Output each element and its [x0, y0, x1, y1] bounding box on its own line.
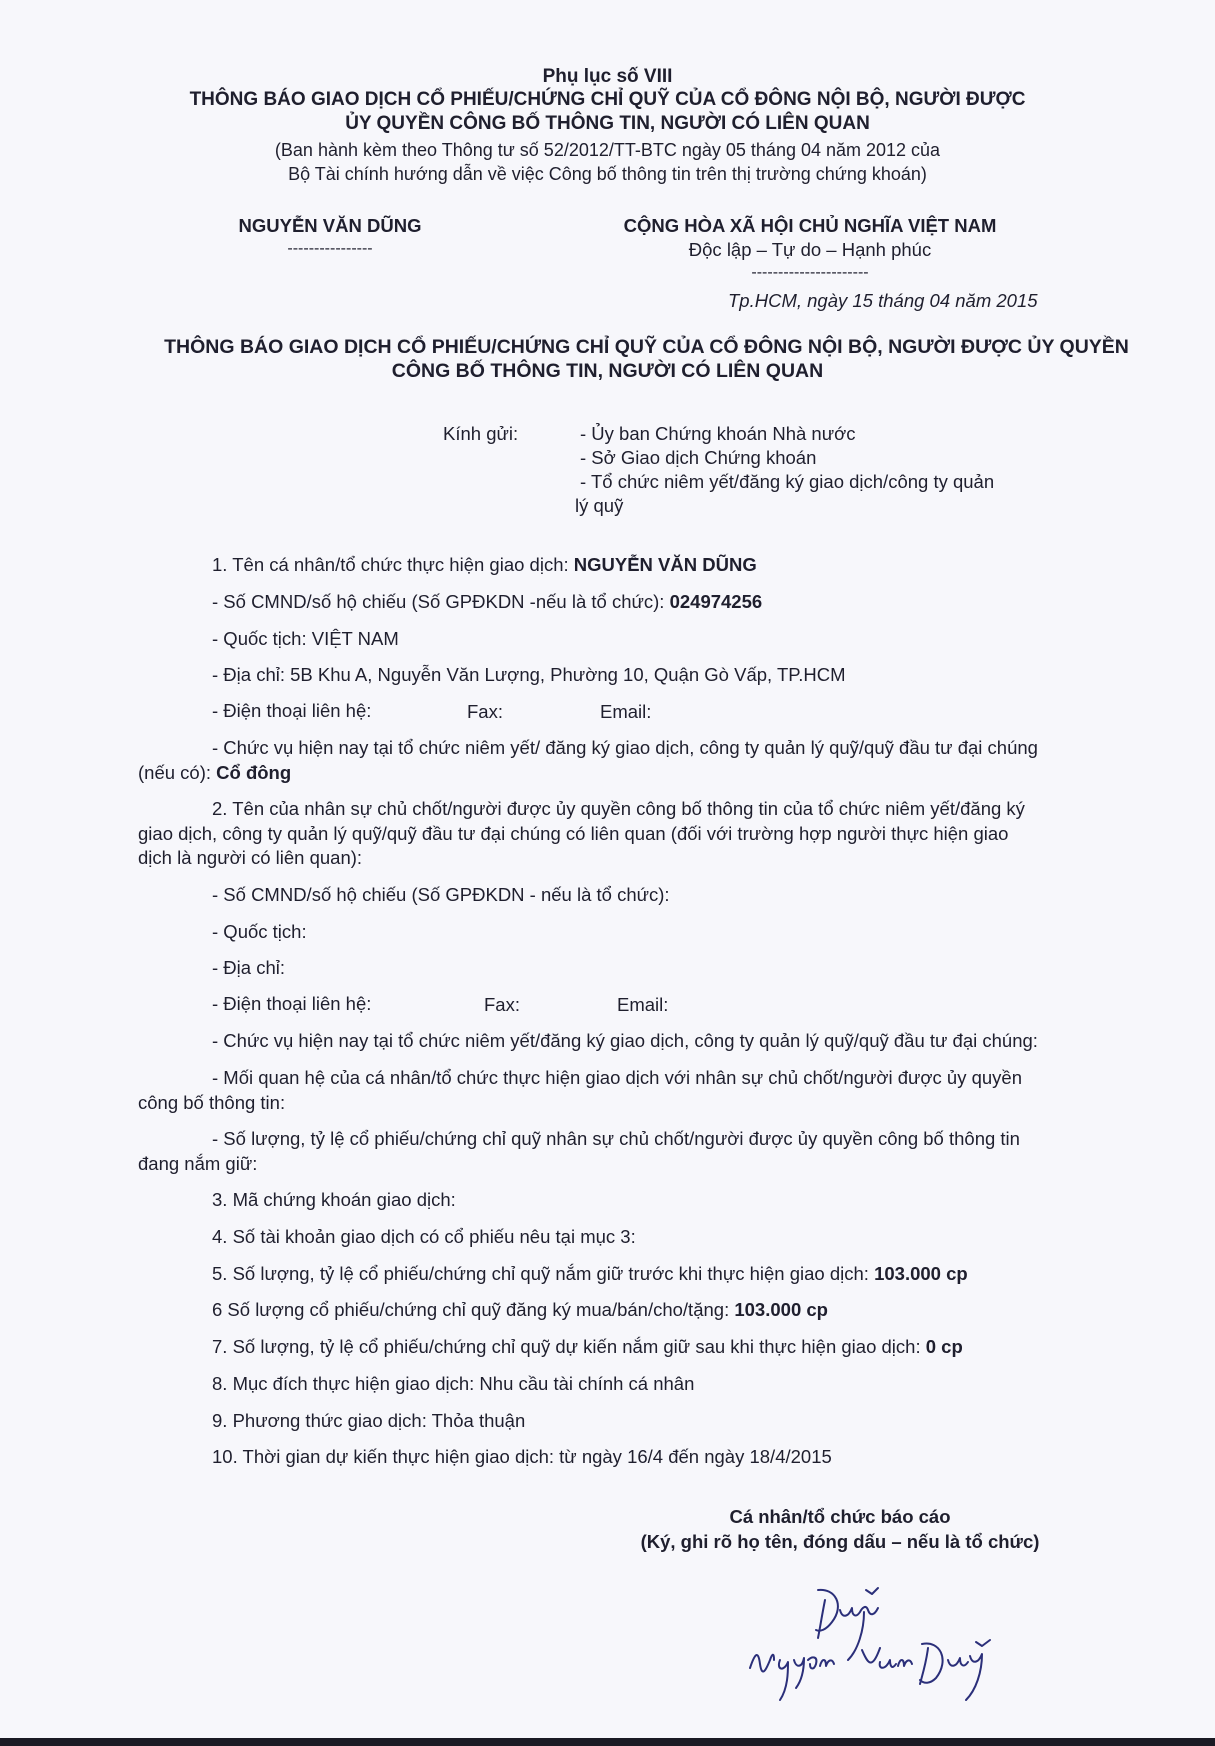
- section2-position: - Chức vụ hiện nay tại tổ chức niêm yết/đăng ký giao dịch, công ty quản lý quỹ/quỹ đầu tư đại chúng:: [212, 1030, 1038, 1051]
- section1-name-label: 1. Tên cá nhân/tổ chức thực hiện giao dịch:: [212, 554, 574, 575]
- main-title-line2: CÔNG BỐ THÔNG TIN, NGƯỜI CÓ LIÊN QUAN: [391, 360, 824, 382]
- item-6-label: 6 Số lượng cổ phiếu/chứng chỉ quỹ đăng ký mua/bán/cho/tặng:: [212, 1299, 735, 1320]
- section1-id-line: [212, 590, 762, 614]
- section1-address: - Địa chỉ: 5B Khu A, Nguyễn Văn Lượng, Phường 10, Quận Gò Vấp, TP.HCM: [212, 664, 846, 685]
- section2-holding-line1: - Số lượng, tỷ lệ cổ phiếu/chứng chỉ quỹ nhân sự chủ chốt/người được ủy quyền công bố thông tin: [212, 1128, 1020, 1149]
- scan-bottom-edge: [0, 1738, 1215, 1746]
- item-8: 8. Mục đích thực hiện giao dịch: Nhu cầu tài chính cá nhân: [212, 1373, 695, 1394]
- section2-line1: 2. Tên của nhân sự chủ chốt/người được ủy quyền công bố thông tin của tổ chức niêm yết/đăng ký: [212, 798, 1025, 819]
- item-3: 3. Mã chứng khoán giao dịch:: [212, 1189, 456, 1210]
- item-6-value: 103.000 cp: [734, 1299, 828, 1320]
- section2-address: - Địa chỉ:: [212, 957, 285, 978]
- section2-id-label: - Số CMND/số hộ chiếu (Số GPĐKDN - nếu là tổ chức):: [212, 884, 670, 905]
- section2-email-label: Email:: [617, 994, 669, 1015]
- item-5-label: 5. Số lượng, tỷ lệ cổ phiếu/chứng chỉ quỹ nắm giữ trước khi thực hiện giao dịch:: [212, 1263, 875, 1284]
- section1-position-line1: - Chức vụ hiện nay tại tổ chức niêm yết/ đăng ký giao dịch, công ty quản lý quỹ/quỹ đầu tư đại chúng: [212, 737, 1038, 758]
- item-10: 10. Thời gian dự kiến thực hiện giao dịch: từ ngày 16/4 đến ngày 18/4/2015: [212, 1446, 832, 1467]
- section2-relation-line1: - Mối quan hệ của cá nhân/tổ chức thực hiện giao dịch với nhân sự chủ chốt/người được ủy quyền: [212, 1067, 1022, 1088]
- item-7-value: 0 cp: [925, 1336, 963, 1357]
- section2-fax-label: Fax:: [484, 994, 520, 1015]
- appendix-note-line2: Bộ Tài chính hướng dẫn về việc Công bố thông tin trên thị trường chứng khoán): [288, 164, 927, 184]
- republic-name: CỘNG HÒA XÃ HỘI CHỦ NGHĨA VIỆT NAM: [623, 215, 997, 236]
- section1-name-value: NGUYỄN VĂN DŨNG: [573, 554, 757, 575]
- section2-relation-line2: công bố thông tin:: [138, 1092, 286, 1113]
- section1-position-value: Cổ đông: [216, 762, 292, 783]
- item-6: [212, 1298, 828, 1322]
- republic-divider: ----------------------: [751, 264, 869, 281]
- section1-position-line2: [138, 761, 291, 784]
- section1-name-line: [212, 553, 757, 577]
- section1-email-label: Email:: [600, 701, 652, 722]
- sender-name: NGUYỄN VĂN DŨNG: [238, 215, 422, 236]
- main-title-line1: THÔNG BÁO GIAO DỊCH CỔ PHIẾU/CHỨNG CHỈ QUỸ CỦA CỔ ĐÔNG NỘI BỘ, NGƯỜI ĐƯỢC ỦY QUYỀN: [164, 336, 1129, 358]
- signature-instruction: (Ký, ghi rõ họ tên, đóng dấu – nếu là tổ chức): [640, 1531, 1040, 1552]
- recipient-item: - Tổ chức niêm yết/đăng ký giao dịch/công ty quản: [580, 471, 995, 492]
- section1-id-value: 024974256: [669, 591, 763, 612]
- republic-motto: Độc lập – Tự do – Hạnh phúc: [688, 239, 932, 260]
- document-date: Tp.HCM, ngày 15 tháng 04 năm 2015: [728, 290, 1038, 311]
- appendix-title-line2: ỦY QUYỀN CÔNG BỐ THÔNG TIN, NGƯỜI CÓ LIÊN QUAN: [345, 113, 870, 134]
- item-9: 9. Phương thức giao dịch: Thỏa thuận: [212, 1410, 526, 1431]
- handwritten-signature: [740, 1560, 1040, 1710]
- section2-nationality: - Quốc tịch:: [212, 921, 307, 942]
- section1-fax-label: Fax:: [467, 701, 503, 722]
- item-7-label: 7. Số lượng, tỷ lệ cổ phiếu/chứng chỉ quỹ dự kiến nắm giữ sau khi thực hiện giao dịch:: [212, 1336, 926, 1357]
- appendix-note-line1: (Ban hành kèm theo Thông tư số 52/2012/TT-BTC ngày 05 tháng 04 năm 2012 của: [274, 140, 941, 160]
- recipient-item: - Sở Giao dịch Chứng khoán: [580, 447, 817, 468]
- appendix-label: Phụ lục số VIII: [542, 66, 673, 87]
- section2-line2: giao dịch, công ty quản lý quỹ/quỹ đầu tư đại chúng có liên quan (đối với trường hợp người thực hiện giao: [138, 823, 1009, 844]
- recipient-item: - Ủy ban Chứng khoán Nhà nước: [580, 423, 856, 444]
- signature-drawing: [740, 1560, 1040, 1710]
- recipient-item-continuation: lý quỹ: [575, 495, 624, 516]
- section1-nationality: - Quốc tịch: VIỆT NAM: [212, 628, 399, 649]
- item-5-value: 103.000 cp: [874, 1263, 968, 1284]
- section1-id-label: - Số CMND/số hộ chiếu (Số GPĐKDN -nếu là tổ chức):: [212, 591, 670, 612]
- section1-position-prefix: (nếu có):: [138, 762, 217, 783]
- item-5: [212, 1262, 968, 1286]
- appendix-title-line1: THÔNG BÁO GIAO DỊCH CỔ PHIẾU/CHỨNG CHỈ QUỸ CỦA CỔ ĐÔNG NỘI BỘ, NGƯỜI ĐƯỢC: [189, 89, 1026, 110]
- recipients-label: Kính gửi:: [443, 423, 519, 444]
- section1-phone-label: - Điện thoại liên hệ:: [212, 700, 372, 721]
- item-7: [212, 1335, 963, 1359]
- item-4: 4. Số tài khoản giao dịch có cổ phiếu nêu tại mục 3:: [212, 1226, 636, 1247]
- section2-holding-line2: đang nắm giữ:: [138, 1153, 258, 1174]
- section2-line3: dịch là người có liên quan):: [138, 847, 363, 868]
- sender-divider: ----------------: [287, 240, 373, 257]
- signature-title: Cá nhân/tổ chức báo cáo: [729, 1506, 951, 1527]
- section2-phone-label: - Điện thoại liên hệ:: [212, 993, 372, 1014]
